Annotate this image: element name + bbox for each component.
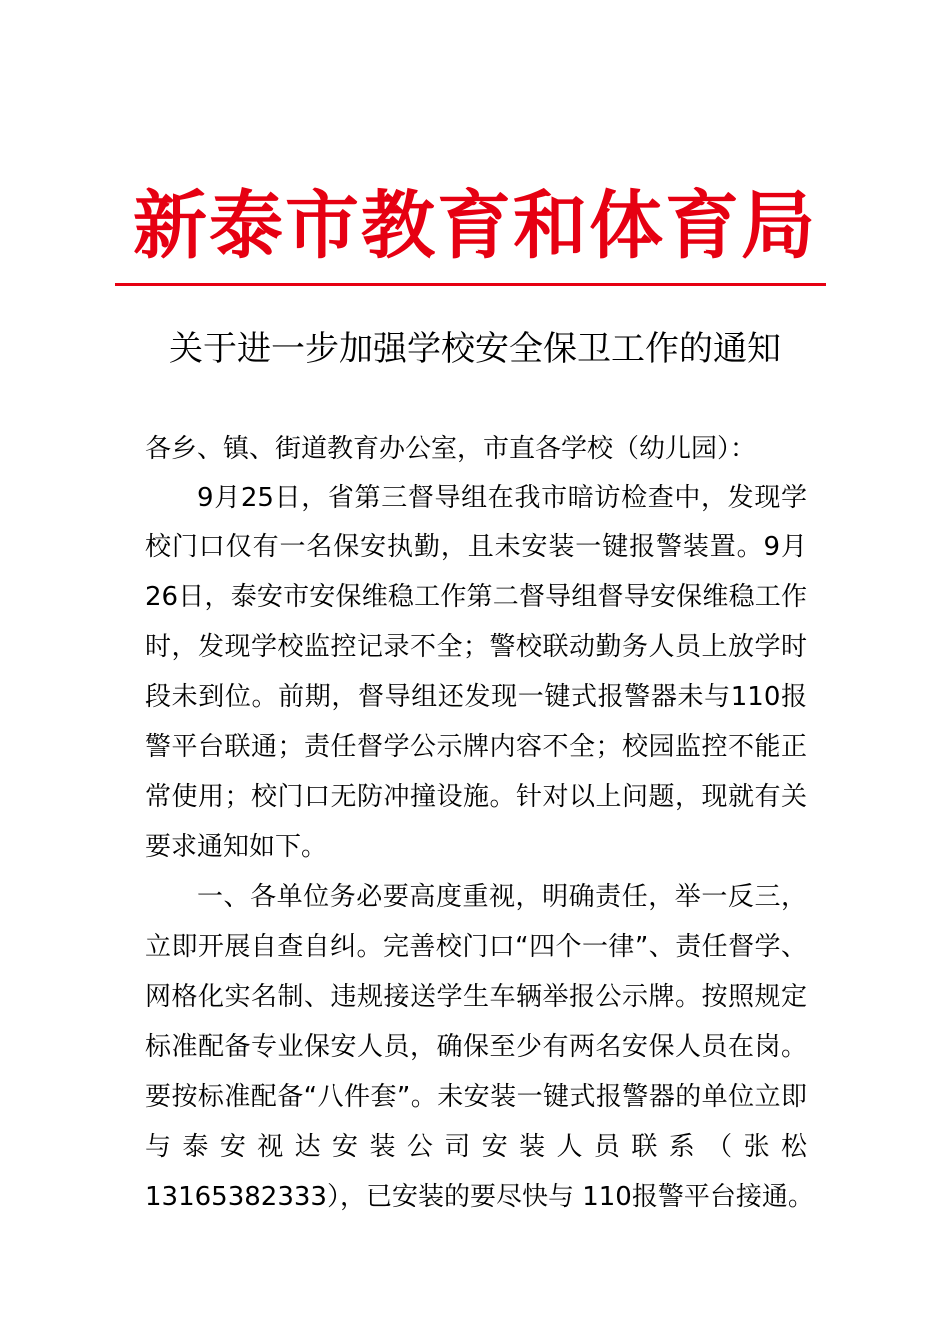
paragraph-2-line: 立即开展自查自纠。完善校门口“四个一律”、责任督学、 [145,932,807,962]
paragraph-1-line: 段未到位。前期，督导组还发现一键式报警器未与110报 [145,682,807,712]
red-divider-line [115,283,826,286]
org-title: 新泰市教育和体育局 [133,183,817,269]
paragraph-1-line: 26日，泰安市安保维稳工作第二督导组督导安保维稳工作 [145,582,807,612]
paragraph-1-line: 常使用；校门口无防冲撞设施。针对以上问题，现就有关 [145,782,807,812]
paragraph-2-line: 网格化实名制、违规接送学生车辆举报公示牌。按照规定 [145,982,807,1012]
paragraph-2-line: 一、各单位务必要高度重视，明确责任，举一反三， [197,882,807,912]
paragraph-1-line: 9月25日，省第三督导组在我市暗访检查中，发现学 [197,483,807,513]
paragraph-2-line: 与泰安视达安装公司安装人员联系（张松 [145,1132,807,1162]
document-title: 关于进一步加强学校安全保卫工作的通知 [169,329,781,369]
paragraph-1-line: 时，发现学校监控记录不全；警校联动勤务人员上放学时 [145,632,807,662]
paragraph-1-line: 校门口仅有一名保安执勤，且未安装一键报警装置。9月 [145,532,807,562]
paragraph-2-line: 13165382333），已安装的要尽快与 110报警平台接通。 [145,1182,814,1212]
paragraph-1-line: 警平台联通；责任督学公示牌内容不全；校园监控不能正 [145,732,807,762]
paragraph-2-line: 标准配备专业保安人员，确保至少有两名安保人员在岗。 [145,1032,807,1062]
salutation: 各乡、镇、街道教育办公室，市直各学校（幼儿园）： [145,434,757,464]
paragraph-2-line: 要按标准配备“八件套”。未安装一键式报警器的单位立即 [145,1082,807,1112]
paragraph-1-line: 要求通知如下。 [145,832,328,862]
